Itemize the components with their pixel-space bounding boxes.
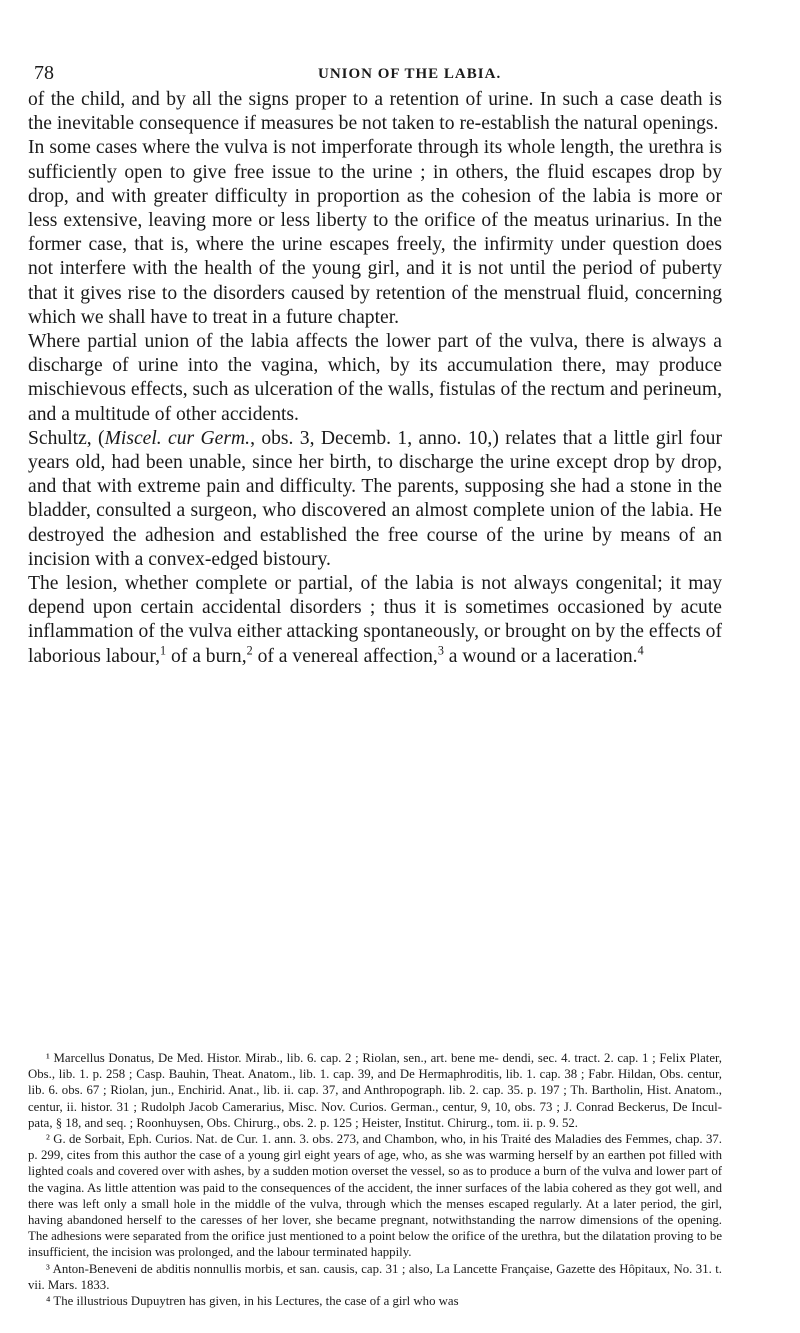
paragraph-2: In some cases where the vulva is not imperforate through its whole length, the urethra is sufficiently open to give free issue to the urine ; in others, the fluid escapes drop by drop, and with greater difficulty in proportion as the cohesion of the labia is more or less extensive, leaving more or less liberty to the orifice of the meatus urinarius. In the former case, that is, where the urine escapes freely, the infirmity under question does not interfere with the health of the young girl, and it is not until the period of puberty that it gives rise to the disorders caused by retention of the menstrual fluid, concerning which we shall have to treat in a future chapter. (28, 137, 722, 328)
paragraph-1: of the child, and by all the signs proper to a retention of urine. In such a case death is the inevitable consequence if measures be not taken to re-establish the natural openings. (28, 89, 722, 135)
paragraph-4-text-b: , obs. 3, Decemb. 1, anno. 10,) relates that a little girl four years old, had been unable, since her birth, to discharge the urine except drop by drop, and that with extreme pain and difficulty. The parents, supposing she had a stone in the bladder, consulted a surgeon, who discovered an almost complete union of the labia. He destroyed the adhesion and established the free course of the urine by means of an incision with a convex-edged bistoury. (28, 427, 723, 570)
paragraph-4 (28, 427, 722, 572)
footnote-ref-2: 2 (246, 643, 253, 658)
paragraph-5-text-a: The lesion, whether complete or partial, of the labia is not always congenital; it may depend upon certain accidental disorders ; thus it is sometimes occasioned by acute inflammation of the vulva either attacking spontaneously, or brought on by the effects of laborious labour, (28, 573, 722, 667)
paragraph-5-text-b: of a burn, (166, 645, 247, 667)
footnote-4: ⁴ The illustrious Dupuytren has given, in his Lectures, the case of a girl who was (46, 1294, 459, 1309)
body-text (28, 88, 722, 669)
paragraph-5-text-c: of a venereal affection, (252, 645, 438, 667)
footnote-ref-1: 1 (160, 643, 167, 658)
paragraph-4-citation: Miscel. cur Germ. (104, 427, 251, 449)
paragraph-4-text-a: Schultz, ( (28, 427, 105, 449)
footnote-1: ¹ Marcellus Donatus, De Med. Histor. Mirab., lib. 6. cap. 2 ; Riolan, sen., art. bene me- dendi, sec. 4. tract. 2. cap. 1 ; Felix Plater, Obs., lib. 1. p. 258 ; Casp. Bauhin, Theat. Anatom., lib. 1. cap. 39, and De Hermaphroditis, lib. 1. cap. 38 ; Fabr. Hildan, Obs. centur, lib. 6. obs. 67 ; Riolan, jun., Enchirid. Anat., lib. ii. cap. 37, and Anthropograph. lib. 2. cap. 35. p. 197 ; Th. Bartholin, Hist. Anatom., centur, ii. histor. 31 ; Rudolph Jacob Camerarius, Misc. Nov. Curios. German., centur, 9, 10, obs. 73 ; J. Conrad Beckerus, De Incul- pata, § 18, and seq. ; Roonhuysen, Obs. Chirurg., obs. 2. p. 125 ; Heister, Institut. Chirurg., tom. ii. p. 9. 52. (28, 1051, 722, 1130)
paragraph-5 (28, 572, 722, 669)
footnote-ref-3: 3 (437, 643, 444, 658)
footnote-3: ³ Anton-Beneveni de abditis nonnullis morbis, et san. causis, cap. 31 ; also, La Lancette Française, Gazette des Hôpitaux, No. 31. t. vii. Mars. 1833. (28, 1261, 722, 1292)
footnote-2: ² G. de Sorbait, Eph. Curios. Nat. de Cur. 1. ann. 3. obs. 273, and Chambon, who, in his Traité des Maladies des Femmes, chap. 37. p. 299, cites from this author the case of a young girl eight years of age, who, as she was warming herself by an earthen pot filled with lighted coals and covered over with ashes, by a sudden motion overset the vessel, so as to produce a burn of the vulva and lower part of the vagina. As little attention was paid to the consequences of the accident, the inner surfaces of the labia cohered as they got well, and there was left only a small hole in the middle of the vulva, through which the menses escaped regularly. At a later period, the girl, having abandoned herself to the caresses of her lover, she became pregnant, notwithstanding the narrow dimensions of the opening. The adhesions were separated from the orifice just mentioned to a point below the orifice of the urethra, but the dilatation proving to be insufficient, the incision was prolonged, and the labour terminated happily. (28, 1132, 722, 1260)
page-number: 78 (34, 62, 54, 84)
paragraph-3: Where partial union of the labia affects the lower part of the vulva, there is always a discharge of urine into the vagina, which, by its accumulation there, may produce mischievous effects, such as ulceration of the walls, fistulas of the rectum and perineum, and a multitude of other accidents. (28, 331, 722, 425)
footnotes (28, 1050, 722, 1309)
paragraph-5-text-d: a wound or a laceration. (443, 645, 638, 667)
footnote-ref-4: 4 (637, 643, 644, 658)
running-title: UNION OF THE LABIA. (318, 66, 502, 82)
